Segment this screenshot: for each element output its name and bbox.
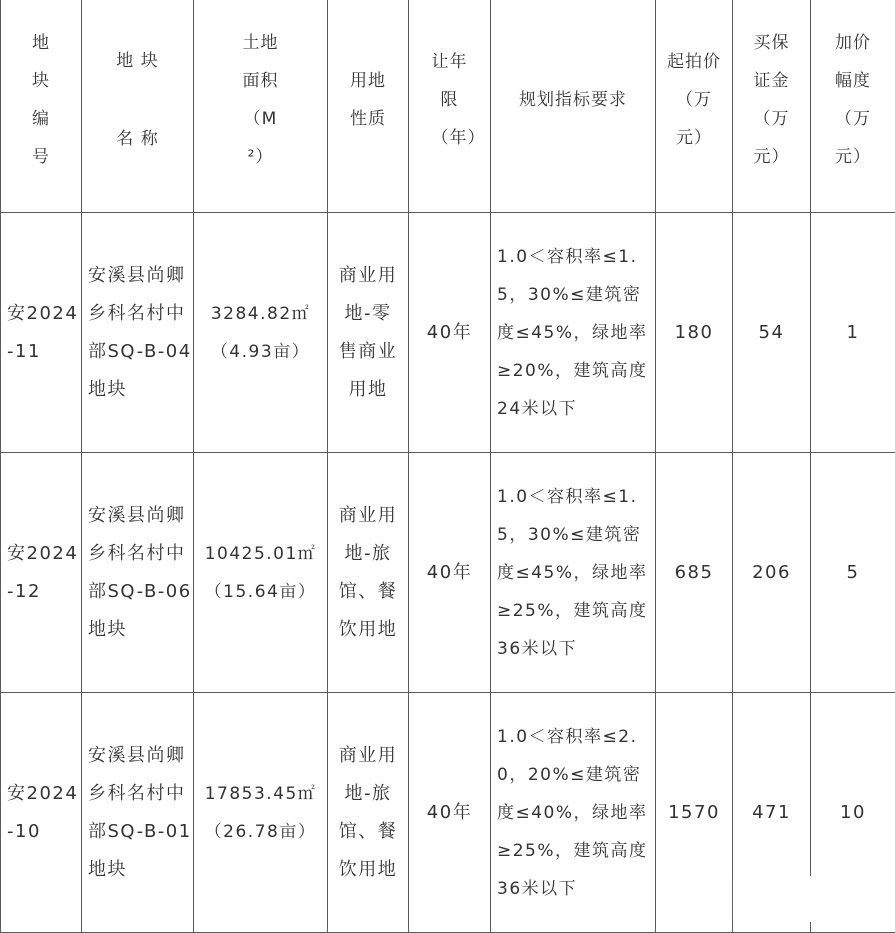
cell-increment: 5 (811, 453, 895, 693)
cell-planning: 1.0＜容积率≤2.0，20%≤建筑密度≤40%，绿地率≥25%，建筑高度36米以下 (491, 693, 656, 933)
cell-planning: 1.0＜容积率≤1.5，30%≤建筑密度≤45%，绿地率≥20%，建筑高度24米以下 (491, 213, 656, 453)
cell-increment: 1 (811, 213, 895, 453)
header-increment: 加价幅度（万元） (811, 0, 895, 213)
cell-parcel-name: 安溪县尚卿乡科名村中部SQ-B-06地块 (82, 453, 194, 693)
cell-parcel-no: 安2024-11 (1, 213, 82, 453)
header-planning: 规划指标要求 (491, 0, 656, 213)
cell-land-use: 商业用地-零售商业用地 (328, 213, 409, 453)
cell-area: 3284.82㎡（4.93亩） (194, 213, 328, 453)
header-area: 土地面积（M²） (194, 0, 328, 213)
cell-start-price: 180 (656, 213, 733, 453)
cell-start-price: 685 (656, 453, 733, 693)
header-term: 让年限（年） (409, 0, 491, 213)
cell-term: 40年 (409, 693, 491, 933)
cell-term: 40年 (409, 453, 491, 693)
cell-parcel-name: 安溪县尚卿乡科名村中部SQ-B-01地块 (82, 693, 194, 933)
cell-increment: 10 (811, 693, 895, 933)
header-land-use: 用地性质 (328, 0, 409, 213)
cell-start-price: 1570 (656, 693, 733, 933)
header-row (1, 0, 895, 213)
table-row (1, 453, 895, 693)
cell-deposit: 206 (733, 453, 811, 693)
cell-parcel-name: 安溪县尚卿乡科名村中部SQ-B-04地块 (82, 213, 194, 453)
cell-area: 10425.01㎡（15.64亩） (194, 453, 328, 693)
bottom-right-fade (727, 876, 895, 922)
cell-deposit: 54 (733, 213, 811, 453)
table-row (1, 213, 895, 453)
header-parcel-name: 地 块 名 称 (82, 0, 194, 213)
cell-parcel-no: 安2024-12 (1, 453, 82, 693)
cell-deposit: 471 (733, 693, 811, 933)
cell-parcel-no: 安2024-10 (1, 693, 82, 933)
cell-land-use: 商业用地-旅馆、餐饮用地 (328, 693, 409, 933)
header-deposit: 买保证金（万元） (733, 0, 811, 213)
cell-planning: 1.0＜容积率≤1.5，30%≤建筑密度≤45%，绿地率≥25%，建筑高度36米以下 (491, 453, 656, 693)
header-start-price: 起拍价（万元） (656, 0, 733, 213)
cell-land-use: 商业用地-旅馆、餐饮用地 (328, 453, 409, 693)
cell-area: 17853.45㎡（26.78亩） (194, 693, 328, 933)
cell-term: 40年 (409, 213, 491, 453)
header-parcel-no: 地块编号 (1, 0, 82, 213)
